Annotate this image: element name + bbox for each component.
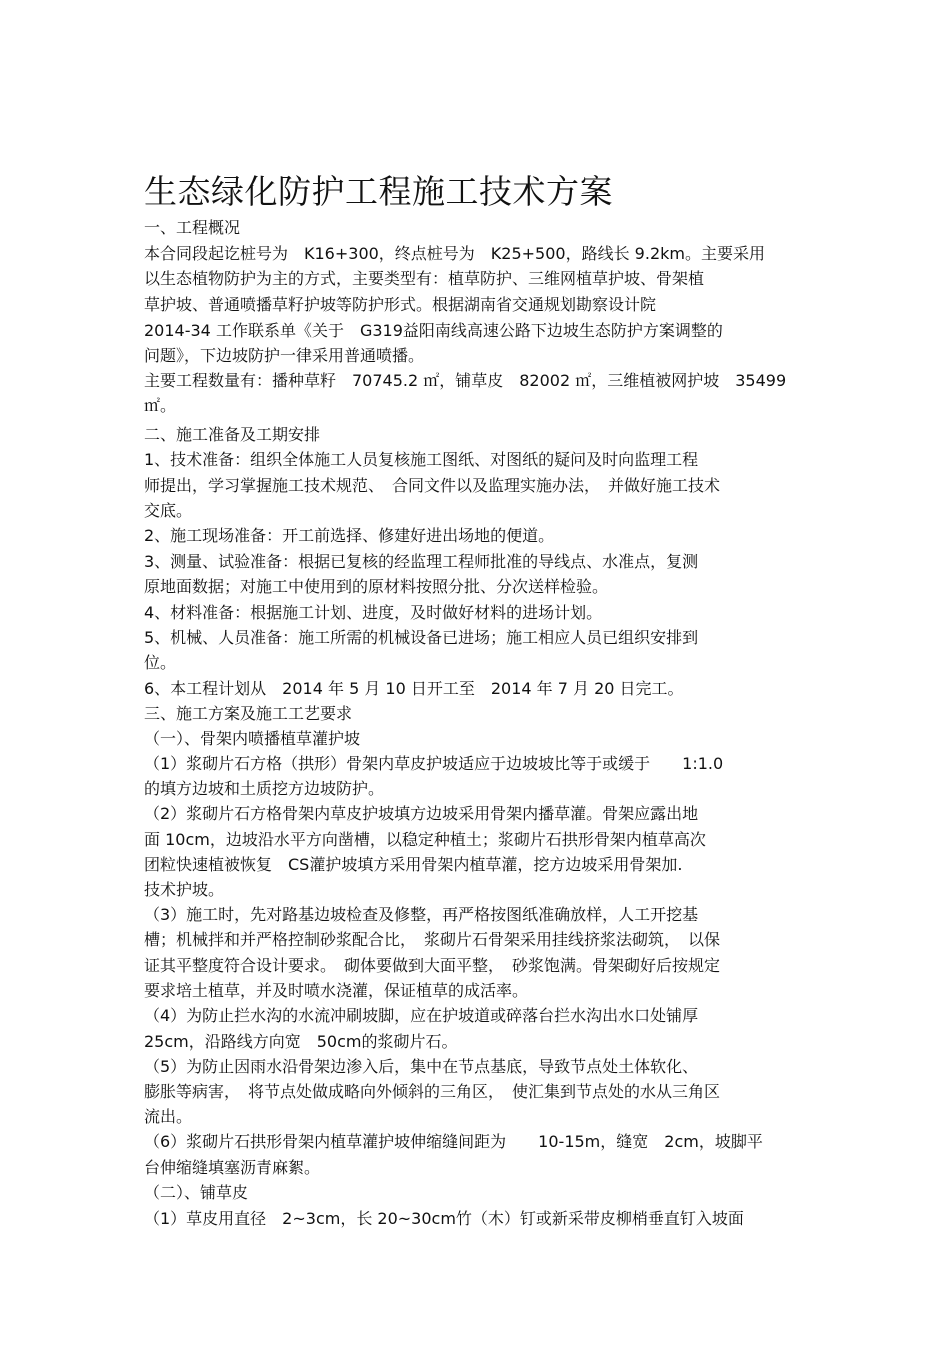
body-text-line: 一、工程概况: [144, 218, 241, 237]
body-text-line: （4）为防止拦水沟的水流冲刷坡脚，应在护坡道或碎落台拦水沟出水口处铺厚: [144, 1006, 699, 1025]
body-text-line: 面 10cm，边坡沿水平方向凿槽，以稳定种植土；浆砌片石拱形骨架内植草高次: [144, 830, 706, 849]
body-text-line: 槽；机械拌和并严格控制砂浆配合比， 浆砌片石骨架采用挂线挤浆法砌筑， 以保: [144, 930, 721, 949]
body-text-line: 膨胀等病害， 将节点处做成略向外倾斜的三角区， 使汇集到节点处的水从三角区: [144, 1082, 721, 1101]
body-text-line: （2）浆砌片石方格骨架内草皮护坡填方边坡采用骨架内播草灌。骨架应露出地: [144, 804, 699, 823]
body-text-line: ㎡。: [144, 396, 177, 415]
body-text-line: 4、材料准备：根据施工计划、进度，及时做好材料的进场计划。: [144, 603, 603, 622]
body-text-line: 的填方边坡和土质挖方边坡防护。: [144, 779, 385, 798]
body-text-line: 原地面数据；对施工中使用到的原材料按照分批、分次送样检验。: [144, 577, 609, 596]
body-text-line: （一）、骨架内喷播植草灌护坡: [144, 729, 361, 748]
body-text-line: 5、机械、人员准备：施工所需的机械设备已进场；施工相应人员已组织安排到: [144, 628, 699, 647]
body-text-line: 以生态植物防护为主的方式，主要类型有：植草防护、三维网植草护坡、骨架植: [144, 269, 705, 288]
body-text-line: 交底。: [144, 501, 193, 520]
body-text-line: 6、本工程计划从 2014 年 5 月 10 日开工至 2014 年 7 月 20 日完工。: [144, 679, 684, 698]
body-text-line: 流出。: [144, 1107, 193, 1126]
body-text-line: 问题》，下边坡防护一律采用普通喷播。: [144, 346, 425, 365]
body-text-line: 1、技术准备：组织全体施工人员复核施工图纸、对图纸的疑问及时向监理工程: [144, 450, 699, 469]
body-text-line: 证其平整度符合设计要求。 砌体要做到大面平整， 砂浆饱满。骨架砌好后按规定: [144, 956, 721, 975]
body-text-line: 团粒快速植被恢复 CS灌护坡填方采用骨架内植草灌，挖方边坡采用骨架加.: [144, 855, 683, 874]
body-text-line: （3）施工时，先对路基边坡检查及修整，再严格按图纸准确放样，人工开挖基: [144, 905, 699, 924]
body-text-line: 25cm，沿路线方向宽 50cm的浆砌片石。: [144, 1032, 458, 1051]
body-text-line: 2、施工现场准备：开工前选择、修建好进出场地的便道。: [144, 526, 555, 545]
body-text-line: 草护坡、普通喷播草籽护坡等防护形式。根据湖南省交通规划勘察设计院: [144, 295, 657, 314]
body-text-line: 台伸缩缝填塞沥青麻絮。: [144, 1158, 321, 1177]
body-text-line: 技术护坡。: [144, 880, 225, 899]
body-text-line: 本合同段起讫桩号为 K16+300，终点桩号为 K25+500，路线长 9.2km。主要采用: [144, 244, 765, 263]
body-text-line: 2014-34 工作联系单《关于 G319益阳南线高速公路下边坡生态防护方案调整的: [144, 321, 723, 340]
body-text-line: 二、施工准备及工期安排: [144, 425, 321, 444]
document-title: 生态绿化防护工程施工技术方案: [144, 172, 613, 211]
body-text-line: 3、测量、试验准备：根据已复核的经监理工程师批准的导线点、水准点，复测: [144, 552, 699, 571]
body-text-line: （5）为防止因雨水沿骨架边渗入后，集中在节点基底，导致节点处土体软化、: [144, 1057, 699, 1076]
body-text-line: （1）浆砌片石方格（拱形）骨架内草皮护坡适应于边坡坡比等于或缓于 1:1.0: [144, 754, 724, 773]
body-text-line: 师提出，学习掌握施工技术规范、 合同文件以及监理实施办法， 并做好施工技术: [144, 476, 721, 495]
body-text-line: （6）浆砌片石拱形骨架内植草灌护坡伸缩缝间距为 10-15m，缝宽 2cm，坡脚平: [144, 1132, 763, 1151]
body-text-line: 主要工程数量有：播种草籽 70745.2 ㎡，铺草皮 82002 ㎡，三维植被网护坡 35499: [144, 371, 787, 390]
body-text-line: 位。: [144, 653, 177, 672]
body-text-line: 三、施工方案及施工工艺要求: [144, 704, 353, 723]
body-text-line: 要求培土植草，并及时喷水浇灌，保证植草的成活率。: [144, 981, 529, 1000]
body-text-line: （二）、铺草皮: [144, 1183, 249, 1202]
body-text-line: （1）草皮用直径 2~3cm，长 20~30cm竹（木）钉或新采带皮柳梢垂直钉入坡面: [144, 1209, 744, 1228]
